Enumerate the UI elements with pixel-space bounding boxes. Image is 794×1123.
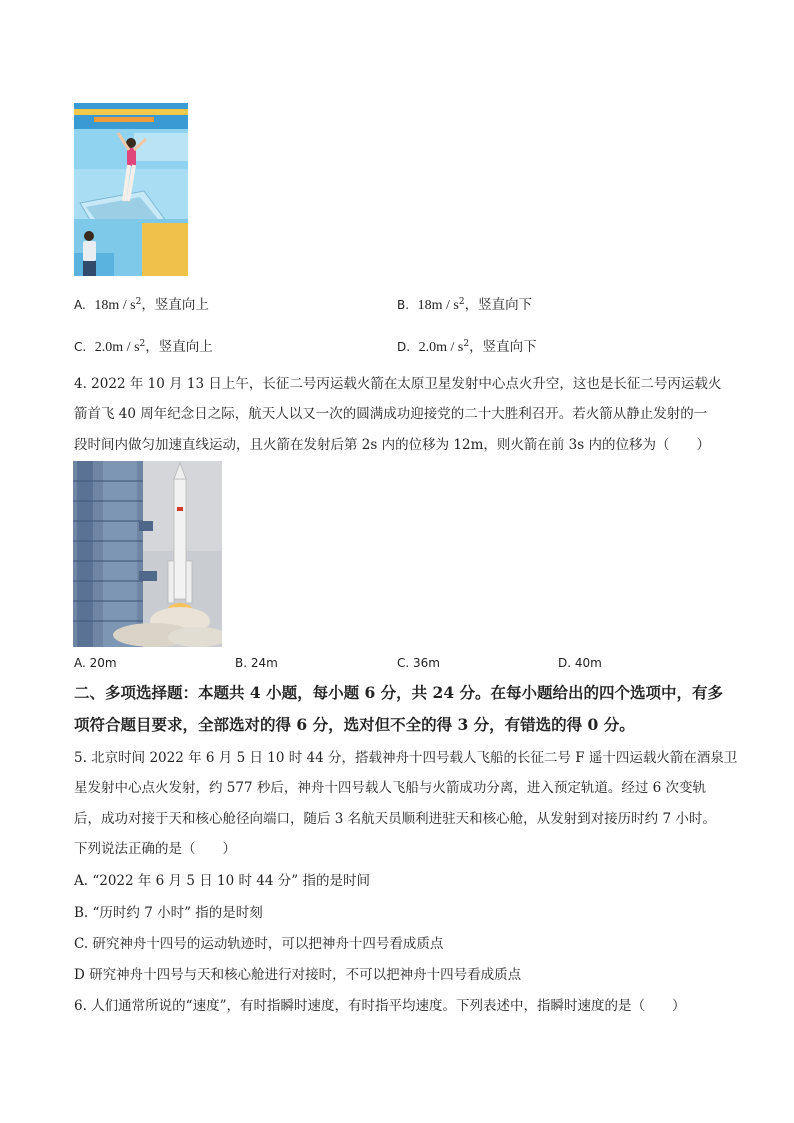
section-heading-line: 二、多项选择题：本题共 4 小题，每小题 6 分，共 24 分。在每小题给出的四个选项中，有多 (74, 683, 724, 702)
section-heading-line: 项符合题目要求，全部选对的得 6 分，选对但不全的得 3 分，有错选的得 0 分。 (74, 715, 635, 734)
rocket-launch-photo (73, 461, 222, 647)
q4-option-b: B. 24m (235, 656, 278, 670)
q4-text-line: 段时间内做匀加速直线运动，且火箭在发射后第 2s 内的位移为 12m，则火箭在前 3s 内的位移为（ ） (74, 437, 710, 453)
q4-text-line: 4. 2022 年 10 月 13 日上午，长征二号丙运载火箭在太原卫星发射中心点火升空，这也是长征二号丙运载火 (74, 376, 722, 392)
q4-option-a: A. 20m (74, 656, 117, 670)
q3-option-a: A. $18m / s^2$，竖直向上 (74, 297, 209, 313)
q3-option-b: B. $18m / s^2$，竖直向下 (397, 297, 533, 313)
q4-text-line: 箭首飞 40 周年纪念日之际，航天人以又一次的圆满成功迎接党的二十大胜利召开。若火箭从静止发射的一 (74, 406, 708, 422)
q5-option-a: A. “2022 年 6 月 5 日 10 时 44 分” 指的是时间 (74, 873, 370, 889)
q3-option-c: C. $2.0m / s^2$，竖直向上 (74, 339, 213, 355)
q3-option-d: D. $2.0m / s^2$，竖直向下 (397, 339, 537, 355)
q5-option-b: B. “历时约 7 小时” 指的是时刻 (74, 905, 263, 921)
q5-text-line: 后，成功对接于天和核心舱径向端口，随后 3 名航天员顺利进驻天和核心舱，从发射到对接历时约 7 小时。 (74, 811, 716, 827)
q4-option-c: C. 36m (397, 656, 440, 670)
q5-text-line: 星发射中心点火发射，约 577 秒后，神舟十四号载人飞船与火箭成功分离，进入预定轨道。经过 6 次变轨 (74, 780, 707, 796)
q5-text-line: 5. 北京时间 2022 年 6 月 5 日 10 时 44 分，搭载神舟十四号载人飞船的长征二号 F 遥十四运载火箭在酒泉卫 (74, 750, 738, 766)
q5-option-c: C. 研究神舟十四号的运动轨迹时，可以把神舟十四号看成质点 (74, 936, 444, 952)
q5-option-d: D 研究神舟十四号与天和核心舱进行对接时，不可以把神舟十四号看成质点 (74, 967, 522, 983)
q5-text-line: 下列说法正确的是（ ） (74, 841, 236, 857)
q4-option-d: D. 40m (558, 656, 602, 670)
q6-text-line: 6. 人们通常所说的“速度”，有时指瞬时速度，有时指平均速度。下列表述中，指瞬时速度的是（ ） (74, 998, 686, 1014)
trampoline-photo (74, 103, 188, 276)
